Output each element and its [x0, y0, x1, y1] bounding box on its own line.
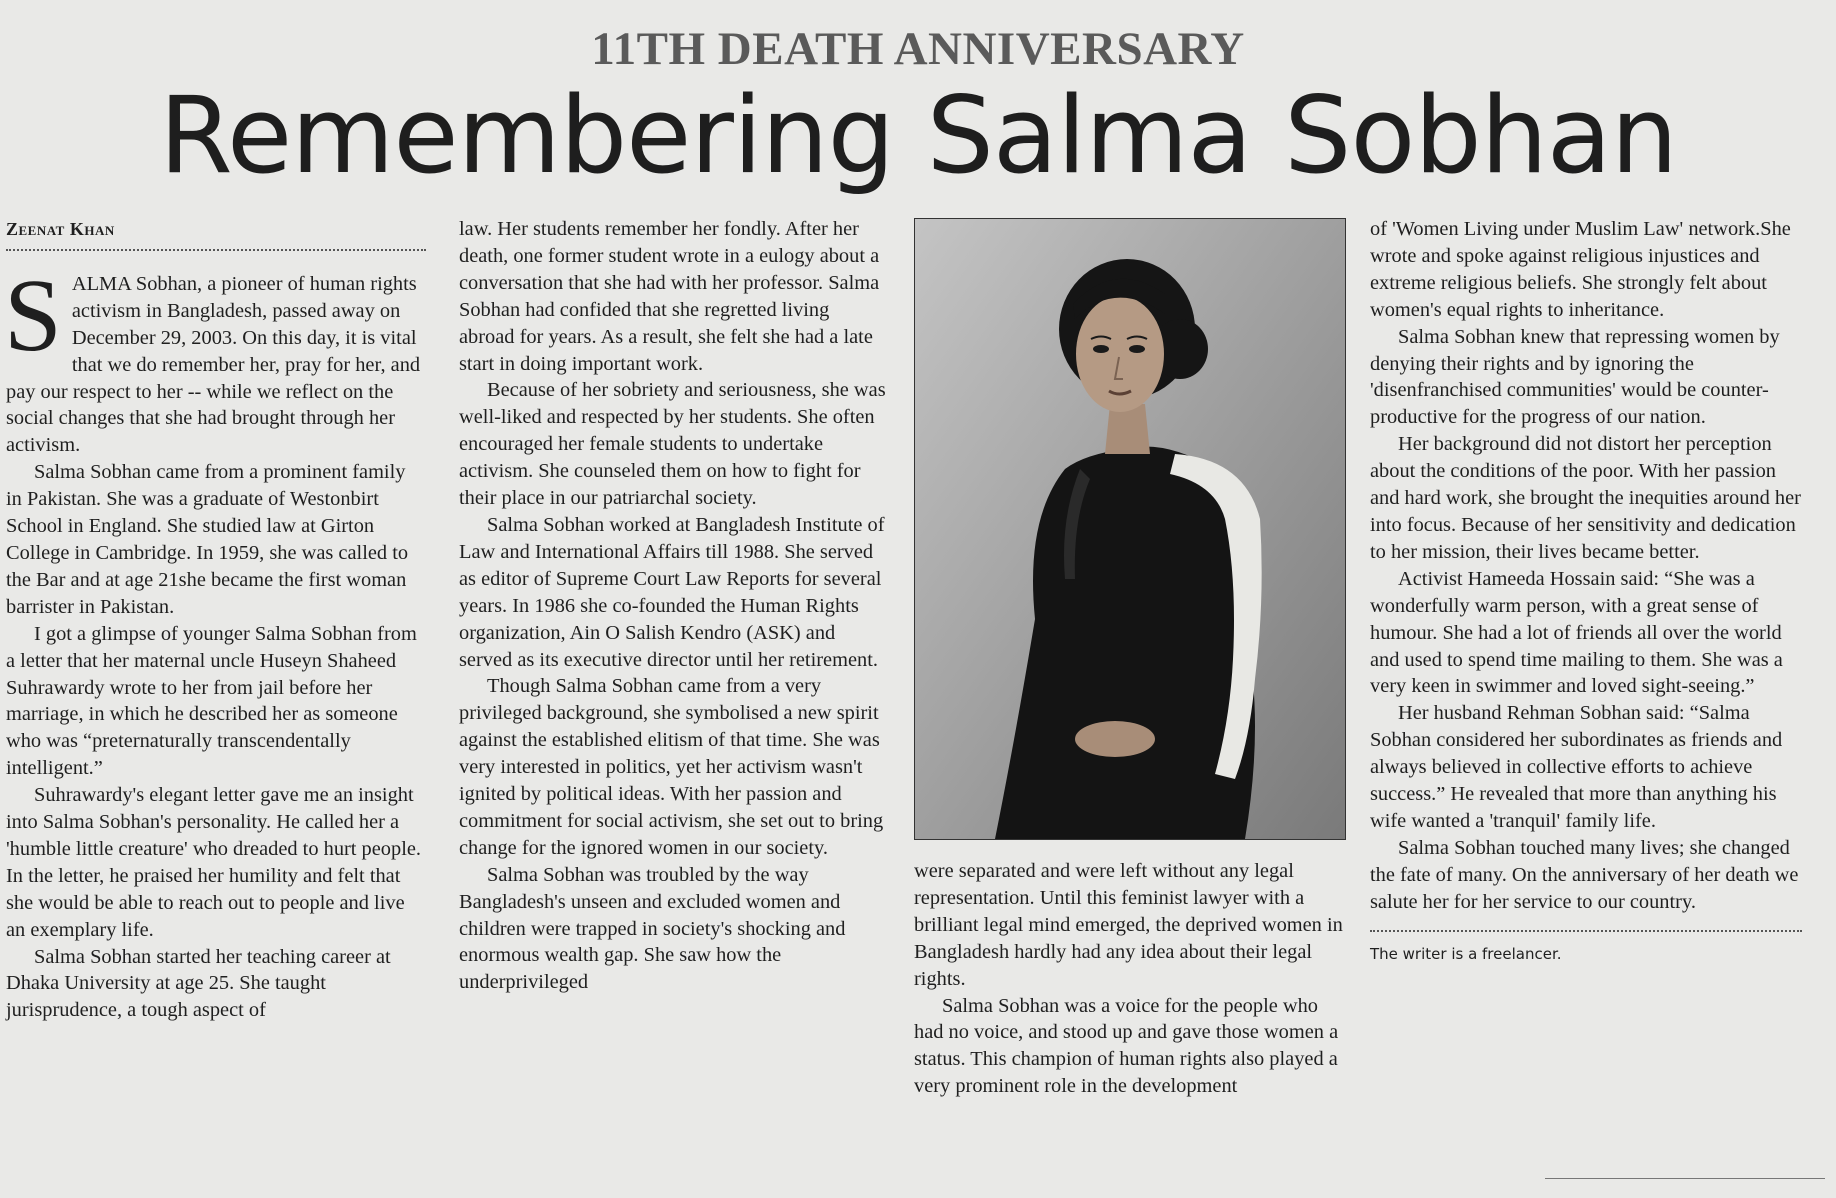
paragraph: ALMA Sobhan, a pioneer of human rights activism in Bangladesh, passed away on December 29, 2003. On this day, it is vital that we do remember her, pray for her, and pay our respect to her -- while we reflect on the social changes that she had brought through her activism. — [6, 272, 421, 457]
paragraph: I got a glimpse of younger Salma Sobhan from a letter that her maternal uncle Huseyn Shaheed Suhrawardy wrote to her from jail before her marriage, in which he described her as someone who was “preternaturally transcendentally intelligent.” — [6, 622, 417, 780]
paragraph: Her background did not distort her perception about the conditions of the poor. With her passion and hard work, she brought the inequities around her into focus. Because of her sensitivity and dedication to her mission, their lives became better. — [1370, 433, 1801, 563]
paragraph: were separated and were left without any legal representation. Until this feminist lawyer with a brilliant legal mind emerged, the deprived women in Bangladesh hardly had any idea about their legal rights. — [914, 860, 1343, 990]
column-4 — [1370, 216, 1802, 967]
portrait-photo — [914, 218, 1346, 840]
paragraph: Her husband Rehman Sobhan said: “Salma Sobhan considered her subordinates as friends and always believed in collective efforts to achieve success.” He revealed that more than anything his wife wanted a 'tranquil' family life. — [1370, 702, 1783, 832]
paragraph: law. Her students remember her fondly. After her death, one former student wrote in a eulogy about a conversation that she had with her professor. Salma Sobhan had confided that she regretted living abroad for years. As a result, she felt she had a late start in doing important work. — [459, 218, 880, 375]
paragraph: Because of her sobriety and seriousness, she was well-liked and respected by her students. She often encouraged her female students to undertake activism. She counseled them on how to fight for their place in our patriarchal society. — [459, 379, 886, 510]
portrait-illustration — [915, 219, 1345, 839]
paragraph: Salma Sobhan started her teaching career at Dhaka University at age 25. She taught jurisprudence, a tough aspect of — [6, 945, 391, 1022]
end-rule — [1545, 1178, 1825, 1179]
paragraph: Salma Sobhan touched many lives; she changed the fate of many. On the anniversary of her death we salute her for her service to our country. — [1370, 836, 1799, 913]
paragraph: Salma Sobhan knew that repressing women by denying their rights and by ignoring the 'disenfranchised communities' would be counter-productive for the progress of our nation. — [1370, 325, 1780, 429]
kicker: 11TH DEATH ANNIVERSARY — [591, 23, 1245, 75]
paragraph: Salma Sobhan came from a prominent family in Pakistan. She was a graduate of Westonbirt School in England. She studied law at Girton College in Cambridge. In 1959, she was called to the Bar and at age 21she became the first woman barrister in Pakistan. — [6, 461, 409, 618]
column-1 — [6, 216, 426, 1024]
column-3 — [914, 858, 1346, 1100]
paragraph: Suhrawardy's elegant letter gave me an insight into Salma Sobhan's personality. He called her a 'humble little creature' who dreaded to hurt people. In the letter, he praised her humility and felt that she would be able to reach out to people and live an exemplary life. — [6, 784, 422, 941]
byline: Zeenat Khan — [6, 216, 426, 251]
headline: Remembering Salma Sobhan — [159, 74, 1677, 197]
paragraph: Activist Hameeda Hossain said: “She was a wonderfully warm person, with a great sense of humour. She had a lot of friends all over the world and used to spend time mailing to them. She was a very keen in swimmer and loved sight-seeing.” — [1370, 567, 1783, 698]
paragraph: Salma Sobhan worked at Bangladesh Institute of Law and International Affairs till 1988. She served as editor of Supreme Court Law Reports for several years. In 1986 she co-founded the Human Rights organization, Ain O Salish Kendro (ASK) and served as its executive director until her retirement. — [459, 513, 885, 671]
writer-credit-block — [1370, 930, 1802, 968]
writer-credit: The writer is a freelancer. — [1370, 944, 1562, 963]
paragraph: Though Salma Sobhan came from a very privileged background, she symbolised a new spirit against the established elitism of that time. She was very interested in politics, yet her activism wasn't ignited by political ideas. With her passion and commitment for social activism, she set out to bring change for the ignored women in our society. — [459, 675, 884, 859]
paragraph: Salma Sobhan was troubled by the way Bangladesh's unseen and excluded women and children were trapped in society's shocking and enormous wealth gap. She saw how the underprivileged — [459, 863, 846, 994]
paragraph: of 'Women Living under Muslim Law' network.She wrote and spoke against religious injustices and extreme religious beliefs. She strongly felt about women's equal rights to inheritance. — [1370, 218, 1791, 321]
dropcap: S — [4, 257, 62, 373]
paragraph: Salma Sobhan was a voice for the people who had no voice, and stood up and gave those women a status. This champion of human rights also played a very prominent role in the development — [914, 994, 1339, 1098]
column-2 — [459, 216, 887, 996]
